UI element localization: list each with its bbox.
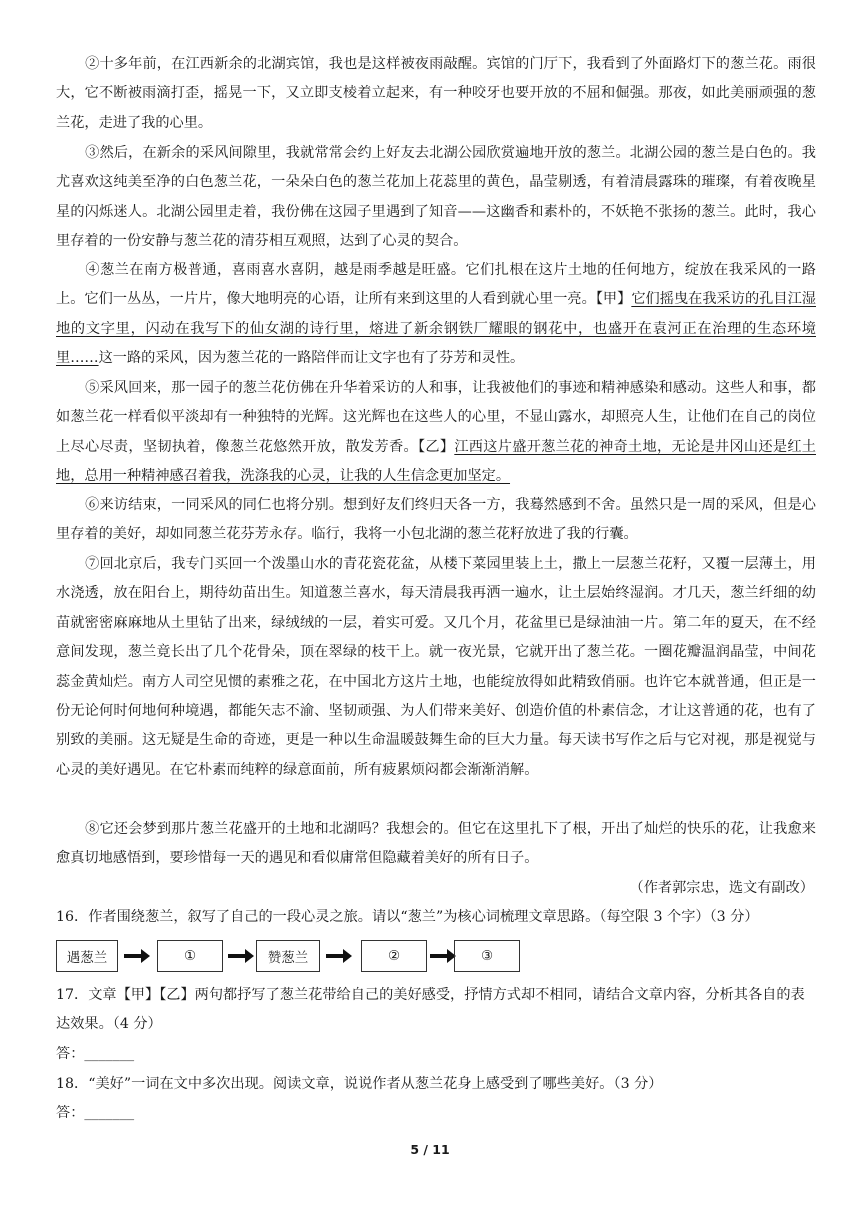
mind-map-flow	[56, 940, 526, 974]
question-16: 16．作者围绕葱兰，叙写了自己的一段心灵之旅。请以“葱兰”为核心词梳理文章思路。（每空限 3 个字）（3 分）	[56, 909, 759, 925]
paragraph-3: ③然后，在新余的采风间隙里，我就常常会约上好友去北湖公园欣赏遍地开放的葱兰。北湖公园的葱兰是白色的。我尤喜欢这纯美至净的白色葱兰花，一朵朵白色的葱兰花加上花蕊里的黄色，晶莹剔透，有着清晨露珠的璀璨，有着夜晚星星的闪烁迷人。北湖公园里走着，我份佛在这园子里遇到了知音——这幽香和素朴的，不妖艳不张扬的葱兰。此时，我心里存着的一份安静与葱兰花的清芬相互观照，达到了心灵的契合。	[56, 145, 816, 250]
arrow-right-icon	[124, 949, 150, 963]
arrow-right-icon	[326, 949, 352, 963]
arrow-right-icon	[430, 949, 456, 963]
paragraph-6: ⑥来访结束，一同采风的同仁也将分别。想到好友们终归天各一方，我蓦然感到不舍。虽然只是一周的采风，但是心里存着的美好，却如同葱兰花芬芳永存。临行，我将一小包北湖的葱兰花籽放进了我的行囊。	[56, 497, 816, 543]
question-17: 17．文章【甲】【乙】两句都抒写了葱兰花带给自己的美好感受，抒情方式却不相同，请结合文章内容，分析其各自的表达效果。（4 分）	[56, 987, 805, 1032]
paragraph-5: ⑤采风回来，那一园子的葱兰花仿佛在升华着采访的人和事，让我被他们的事迹和精神感染和感动。这些人和事，都如葱兰花一样看似平淡却有一种独特的光辉。这光辉也在这些人的心里，不显山露水，却照亮人生，让他们在自己的岗位上尽心尽责，坚韧执着，像葱兰花悠然开放，散发芳香。【乙】江西这片盛开葱兰花的神奇土地，无论是井冈山还是红土地，总用一种精神感召着我，洗涤我的心灵，让我的人生信念更加坚定。	[56, 380, 816, 485]
paragraph-2: ②十多年前，在江西新余的北湖宾馆，我也是这样被夜雨敲醒。宾馆的门厅下，我看到了外面路灯下的葱兰花。雨很大，它不断被雨滴打歪，摇晃一下，又立即支棱着立起来，有一种咬牙也要开放的不屈和倔强。那夜，如此美丽顽强的葱兰花，走进了我的心里。	[56, 56, 816, 131]
answer-17[interactable]: 答：_______	[56, 1046, 135, 1062]
flow-blank-1[interactable]: ①	[157, 940, 223, 972]
arrow-right-icon	[228, 949, 254, 963]
paragraph-4: ④葱兰在南方极普通，喜雨喜水喜阴，越是雨季越是旺盛。它们扎根在这片土地的任何地方，绽放在我采风的一路上。它们一丛丛，一片片，像大地明亮的心语，让所有来到这里的人看到就心里一亮。【甲】它们摇曳在我采访的孔目江湿地的文字里，闪动在我写下的仙女湖的诗行里，熔进了新余钢铁厂耀眼的钢花中，也盛开在袁河正在治理的生态环境里……这一路的采风，因为葱兰花的一路陪伴而让文字也有了芬芳和灵性。	[56, 262, 816, 367]
answer-18[interactable]: 答：_______	[56, 1105, 135, 1121]
sentence-jia: 它们摇曳在我采访的孔目江湿地的文字里，闪动在我写下的仙女湖的诗行里，熔进了新余钢铁厂耀眼的钢花中，也盛开在袁河正在治理的生态环境里……	[56, 291, 816, 367]
flow-blank-3[interactable]: ③	[454, 940, 520, 972]
paragraph-7: ⑦回北京后，我专门买回一个泼墨山水的青花瓷花盆，从楼下菜园里装上土，撒上一层葱兰花籽，又覆一层薄土，用水浇透，放在阳台上，期待幼苗出生。知道葱兰喜水，每天清晨我再洒一遍水，让土层始终湿润。才几天，葱兰纤细的幼苗就密密麻麻地从土里钻了出来，绿绒绒的一层，着实可爱。又几个月，花盆里已是绿油油一片。第二年的夏天，在不经意间发现，葱兰竟长出了几个花骨朵，顶在翠绿的枝干上。就一夜光景，它就开出了葱兰花。一圈花瓣温润晶莹，中间花蕊金黄灿烂。南方人司空见惯的素雅之花，在中国北方这片土地，也能绽放得如此精致俏丽。也许它本就普通，但正是一份无论何时何地何种境遇，都能矢志不渝、坚韧顽强、为人们带来美好、创造价值的朴素信念，才让这普通的花，也有了别致的美丽。这无疑是生命的奇迹，更是一种以生命温暖鼓舞生命的巨大力量。每天读书写作之后与它对视，那是视觉与心灵的美好遇见。在它朴素而纯粹的绿意面前，所有疲累烦闷都会渐渐消解。	[56, 556, 816, 778]
flow-blank-2[interactable]: ②	[361, 940, 427, 972]
page-number: 5 / 11	[410, 1142, 450, 1157]
paragraph-8: ⑧它还会梦到那片葱兰花盛开的土地和北湖吗？我想会的。但它在这里扎下了根，开出了灿烂的快乐的花，让我愈来愈真切地感悟到，要珍惜每一天的遇见和看似庸常但隐藏着美好的所有日子。	[56, 821, 816, 867]
flow-box-praise: 赞葱兰	[256, 940, 320, 972]
sentence-yi: 江西这片盛开葱兰花的神奇土地，无论是井冈山还是红土地，总用一种精神感召着我，洗涤我的心灵，让我的人生信念更加坚定。	[56, 438, 816, 485]
question-18: 18．“美好”一词在文中多次出现。阅读文章，说说作者从葱兰花身上感受到了哪些美好。（3 分）	[56, 1076, 663, 1092]
flow-box-meet: 遇葱兰	[56, 940, 118, 972]
source-note: （作者郭宗忠，选文有副改）	[629, 880, 814, 896]
